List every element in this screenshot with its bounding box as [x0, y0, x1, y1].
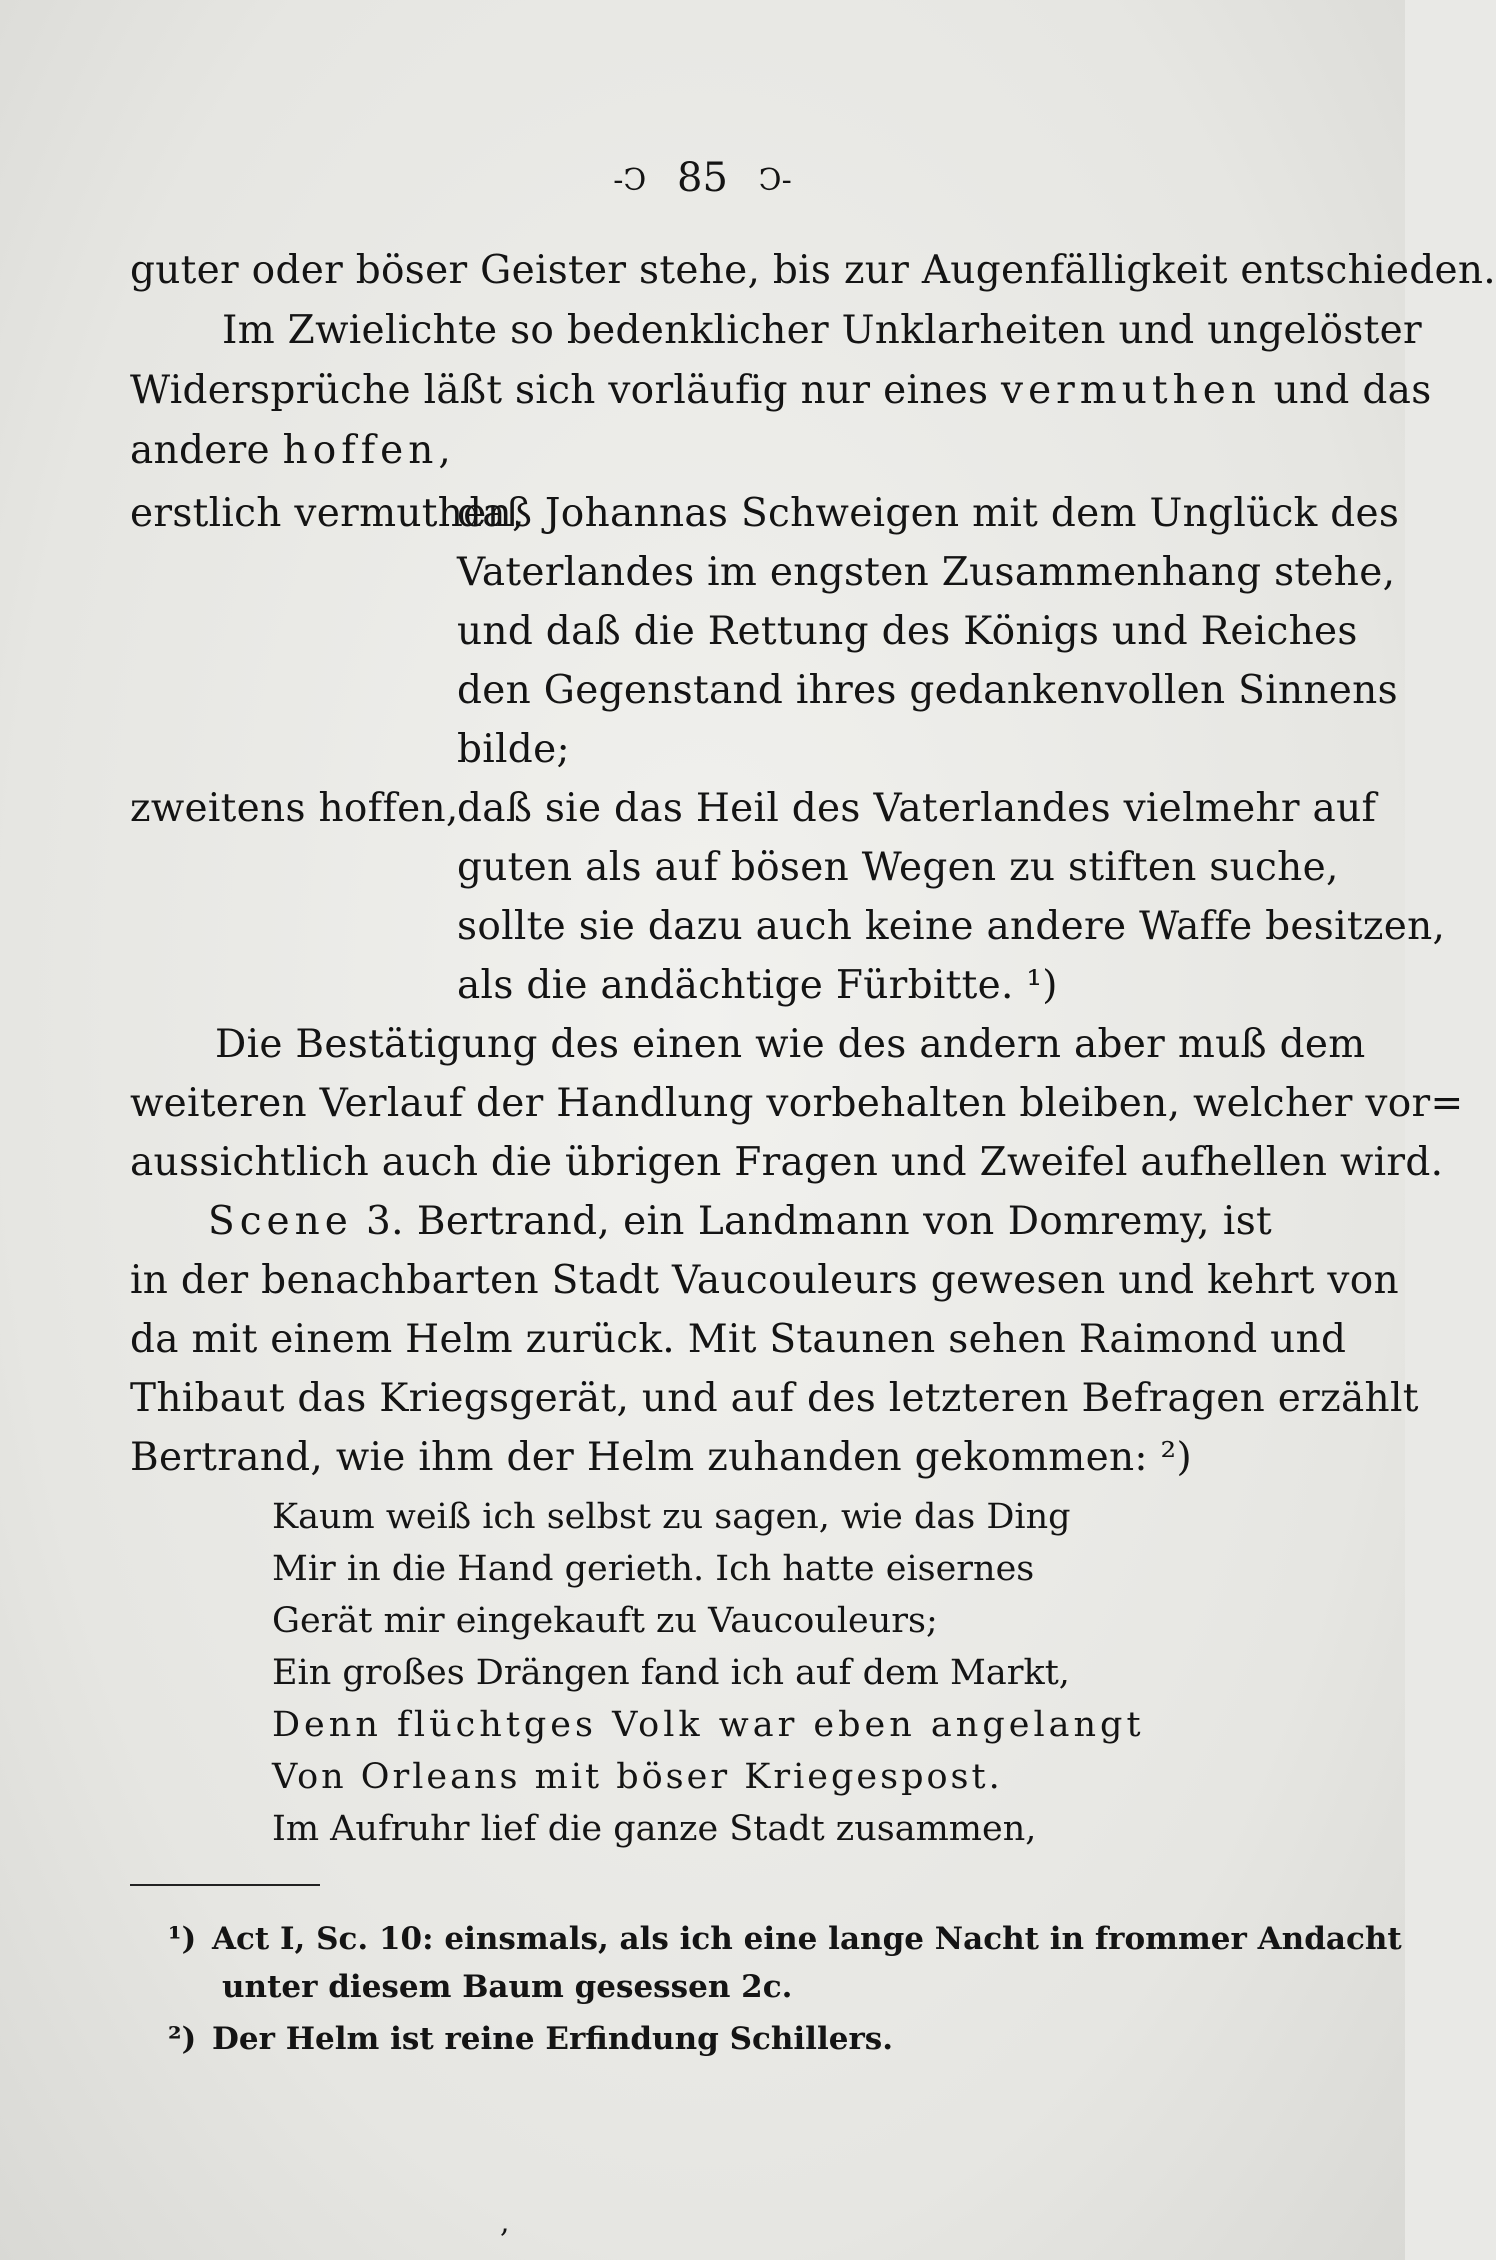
stray-mark: ,	[500, 2205, 510, 2240]
body-line: Im Zwielichte so bedenklicher Unklarheiten und ungelöster	[222, 308, 1422, 353]
text-run: Widersprüche läßt sich vorläufig nur eines	[130, 368, 989, 413]
list-line: guten als auf bösen Wegen zu stiften suche,	[457, 845, 1339, 890]
text-run: 3. Bertrand, ein Landmann von Domremy, ist	[365, 1199, 1272, 1244]
body-line: aussichtlich auch die übrigen Fragen und Zweifel aufhellen wird.	[130, 1140, 1444, 1185]
text-run: andere	[130, 428, 270, 473]
list-line: daß Johannas Schweigen mit dem Unglück des	[457, 491, 1400, 536]
footnote-ref: ²)	[1160, 1435, 1192, 1480]
footnote-ref: ¹)	[1026, 963, 1058, 1008]
body-line	[130, 1432, 1192, 1484]
list-label: zweitens hoffen,	[130, 786, 459, 831]
footnote-line: unter diesem Baum gesessen 2c.	[222, 1969, 793, 2005]
right-ornament-icon: Ↄ-	[758, 163, 792, 198]
emphasis: hoffen,	[282, 428, 456, 473]
footnote-mark: ¹)	[168, 1921, 197, 1957]
verse-line: Mir in die Hand gerieth. Ich hatte eisernes	[272, 1549, 1035, 1589]
text-run: und das	[1273, 368, 1432, 413]
list-line	[457, 960, 1058, 1012]
body-line	[208, 1196, 1272, 1248]
footnote-line: Act I, Sc. 10: einsmals, als ich eine lange Nacht in frommer Andacht	[212, 1921, 1402, 1957]
footnote-divider	[130, 1884, 320, 1886]
list-line: Vaterlandes im engsten Zusammenhang stehe,	[457, 550, 1396, 595]
page-header	[0, 152, 1405, 207]
verse-line: Denn flüchtges Volk war eben angelangt	[272, 1705, 1145, 1745]
list-line: sollte sie dazu auch keine andere Waffe besitzen,	[457, 904, 1446, 949]
body-line: weiteren Verlauf der Handlung vorbehalten bleiben, welcher vor=	[130, 1081, 1464, 1126]
emphasis: Scene	[208, 1199, 353, 1244]
verse-line: Gerät mir eingekauft zu Vaucouleurs;	[272, 1601, 938, 1641]
list-line: bilde;	[457, 727, 570, 772]
list-label: erstlich vermuthen,	[130, 491, 525, 536]
body-line: guter oder böser Geister stehe, bis zur Augenfälligkeit entschieden.	[130, 248, 1496, 293]
verse-line: Ein großes Drängen fand ich auf dem Markt,	[272, 1653, 1070, 1693]
page-number: 85	[677, 155, 728, 201]
body-line: da mit einem Helm zurück. Mit Staunen sehen Raimond und	[130, 1317, 1347, 1362]
list-line: und daß die Rettung des Königs und Reiches	[457, 609, 1358, 654]
verse-line: Im Aufruhr lief die ganze Stadt zusammen,	[272, 1809, 1037, 1849]
list-line: den Gegenstand ihres gedankenvollen Sinnens	[457, 668, 1398, 713]
footnote-mark: ²)	[168, 2021, 197, 2057]
emphasis: vermuthen	[1001, 368, 1261, 413]
text-run: Bertrand, wie ihm der Helm zuhanden gekommen:	[130, 1435, 1148, 1480]
list-line: daß sie das Heil des Vaterlandes vielmehr auf	[457, 786, 1377, 831]
left-ornament-icon: -Ↄ	[613, 163, 647, 198]
body-line: Thibaut das Kriegsgerät, und auf des letzteren Befragen erzählt	[130, 1376, 1419, 1421]
footnote-line: Der Helm ist reine Erfindung Schillers.	[212, 2021, 894, 2057]
body-line: in der benachbarten Stadt Vaucouleurs gewesen und kehrt von	[130, 1258, 1399, 1303]
body-line: Die Bestätigung des einen wie des andern aber muß dem	[215, 1022, 1366, 1067]
text-run: als die andächtige Fürbitte.	[457, 963, 1014, 1008]
body-line	[130, 365, 1432, 417]
body-line	[130, 425, 456, 477]
verse-line: Von Orleans mit böser Kriegespost.	[272, 1757, 1003, 1797]
verse-line: Kaum weiß ich selbst zu sagen, wie das Ding	[272, 1497, 1071, 1537]
